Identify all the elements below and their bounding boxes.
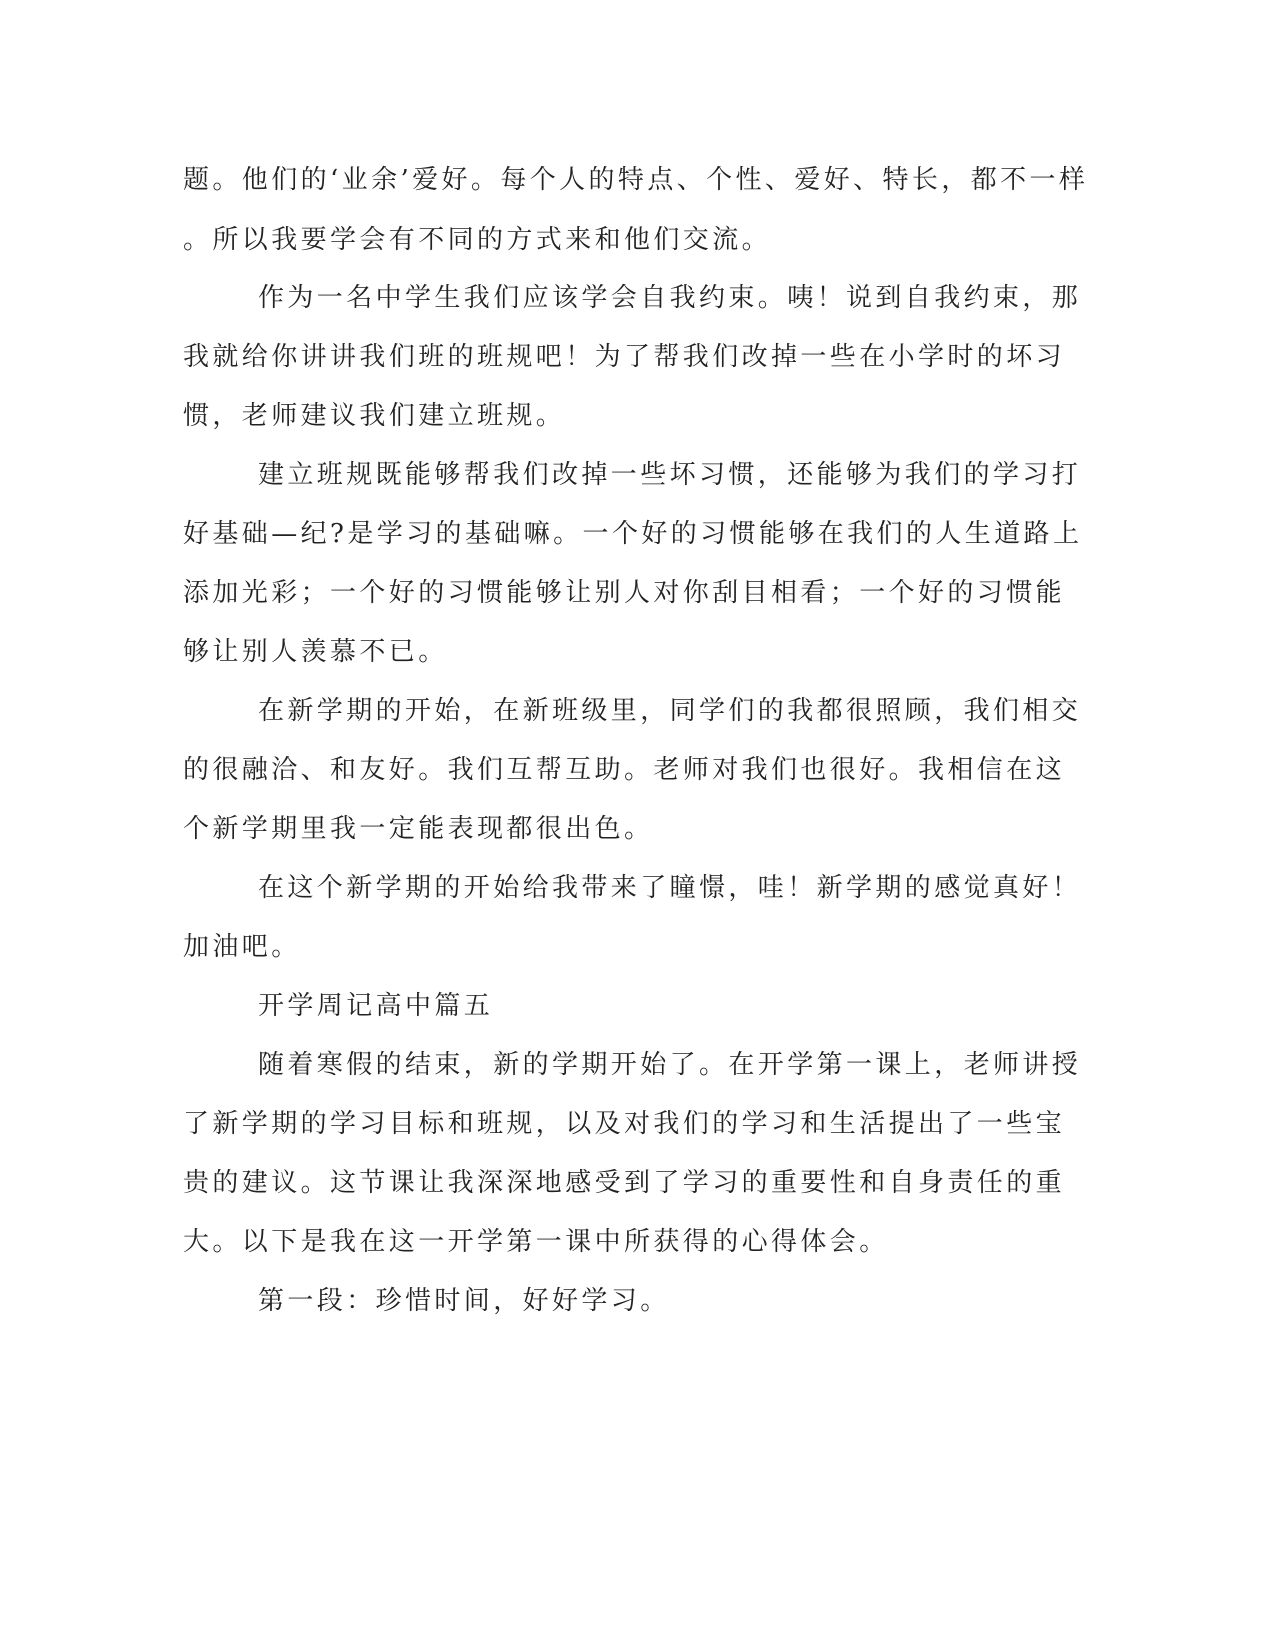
text-line: 添加光彩；一个好的习惯能够让别人对你刮目相看；一个好的习惯能 bbox=[183, 578, 1066, 608]
text-line: 我就给你讲讲我们班的班规吧！为了帮我们改掉一些在小学时的坏习 bbox=[183, 342, 1066, 372]
text-line: 。所以我要学会有不同的方式来和他们交流。 bbox=[183, 225, 772, 255]
text-line: 加油吧。 bbox=[183, 932, 301, 962]
text-line: 题。他们的‘业余’爱好。每个人的特点、个性、爱好、特长，都不一样 bbox=[183, 165, 1089, 195]
section-heading: 开学周记高中篇五 bbox=[258, 991, 494, 1021]
paragraph-first-line: 在新学期的开始，在新班级里，同学们的我都很照顾，我们相交 bbox=[258, 696, 1082, 726]
text-line: 贵的建议。这节课让我深深地感受到了学习的重要性和自身责任的重 bbox=[183, 1168, 1066, 1198]
text-line: 大。以下是我在这一开学第一课中所获得的心得体会。 bbox=[183, 1227, 889, 1257]
paragraph-first-line: 随着寒假的结束，新的学期开始了。在开学第一课上，老师讲授 bbox=[258, 1050, 1082, 1080]
text-line: 好基础—纪?是学习的基础嘛。一个好的习惯能够在我们的人生道路上 bbox=[183, 519, 1083, 549]
paragraph-first-line: 建立班规既能够帮我们改掉一些坏习惯，还能够为我们的学习打 bbox=[258, 460, 1082, 490]
paragraph-first-line: 作为一名中学生我们应该学会自我约束。咦！说到自我约束，那 bbox=[258, 283, 1082, 313]
text-line: 了新学期的学习目标和班规，以及对我们的学习和生活提出了一些宝 bbox=[183, 1109, 1066, 1139]
paragraph-first-line: 第一段：珍惜时间，好好学习。 bbox=[258, 1286, 670, 1316]
text-line: 个新学期里我一定能表现都很出色。 bbox=[183, 814, 654, 844]
text-line: 够让别人羡慕不已。 bbox=[183, 637, 448, 667]
paragraph-first-line: 在这个新学期的开始给我带来了瞳憬，哇！新学期的感觉真好！ bbox=[258, 873, 1082, 903]
text-line: 惯，老师建议我们建立班规。 bbox=[183, 401, 566, 431]
text-line: 的很融洽、和友好。我们互帮互助。老师对我们也很好。我相信在这 bbox=[183, 755, 1066, 785]
